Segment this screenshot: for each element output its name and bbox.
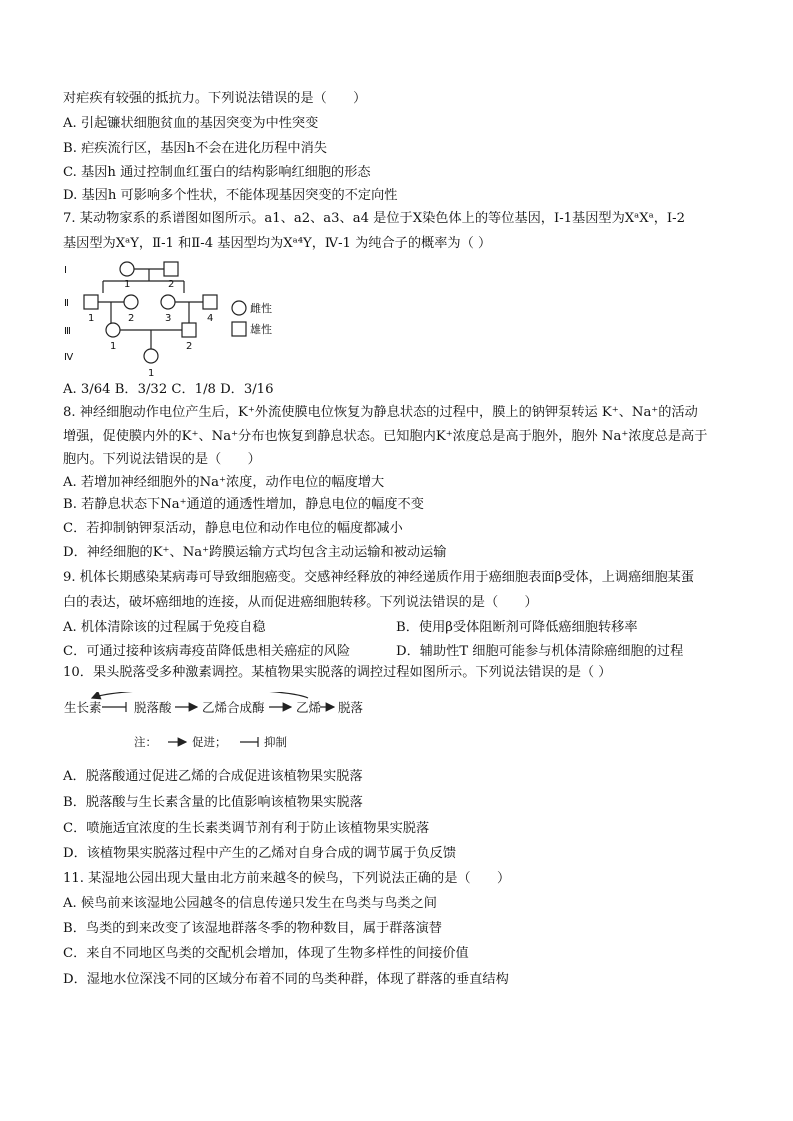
q6-stem-tail: 对疟疾有较强的抵抗力。下列说法错误的是（ ） <box>63 91 367 106</box>
num-IV-1: 1 <box>148 368 155 379</box>
pedigree-II-2-female <box>124 295 138 309</box>
q7-stem-line2: 基因型为XᵃY，Ⅱ-1 和Ⅱ-4 基因型均为Xᵃ⁴Y，Ⅳ-1 为纯合子的概率为（ ） <box>63 236 492 251</box>
q9-option-b: B．使用β受体阻断剂可降低癌细胞转移率 <box>396 620 638 635</box>
q11-option-d: D．湿地水位深浅不同的区域分布着不同的鸟类种群，体现了群落的垂直结构 <box>63 972 509 987</box>
gen-IV-label: Ⅳ <box>64 352 74 363</box>
q6-option-b: B. 疟疾流行区，基因h不会在进化历程中消失 <box>63 141 327 156</box>
q9-option-a: A. 机体清除该的过程属于免疫自稳 <box>63 620 266 635</box>
legend-promote-label: 促进； <box>192 735 227 749</box>
gen-I-label: Ⅰ <box>64 265 67 276</box>
q10-option-b: B．脱落酸与生长素含量的比值影响该植物果实脱落 <box>63 795 363 810</box>
q6-option-d: D. 基因h 可影响多个性状，不能体现基因突变的不定向性 <box>63 188 398 203</box>
q9-option-d: D．辅助性T 细胞可能参与机体清除癌细胞的过程 <box>396 644 684 659</box>
pedigree-I-1-female <box>120 262 134 276</box>
legend-note: 注： <box>134 735 157 749</box>
num-I-1: 1 <box>124 279 131 290</box>
pedigree-II-4-male <box>203 295 217 309</box>
hormone-regulation-diagram <box>62 692 382 756</box>
legend-male-label: 雄性 <box>250 323 272 336</box>
q10-option-d: D．该植物果实脱落过程中产生的乙烯对自身合成的调节属于负反馈 <box>63 846 457 861</box>
legend-female-label: 雌性 <box>250 302 272 315</box>
num-III-1: 1 <box>110 341 117 352</box>
pedigree-IV-1-female <box>144 349 158 363</box>
q8-stem-line1: 8. 神经细胞动作电位产生后，K⁺外流使膜电位恢复为静息状态的过程中，膜上的钠钾泵转运 K⁺、Na⁺的活动 <box>63 405 698 420</box>
q8-option-a: A. 若增加神经细胞外的Na⁺浓度，动作电位的幅度增大 <box>63 475 385 490</box>
q9-option-c: C．可通过接种该病毒疫苗降低患相关癌症的风险 <box>63 644 351 659</box>
pedigree-III-1-female <box>106 323 120 337</box>
q9-stem-line2: 白的表达，破坏癌细地的连接，从而促进癌细胞转移。下列说法错误的是（ ） <box>63 595 538 610</box>
node-auxin: 生长素 <box>64 700 102 715</box>
gen-III-label: Ⅲ <box>64 326 71 337</box>
q7-options: A. 3/64 B．3/32 C．1/8 D．3/16 <box>63 382 274 397</box>
node-abscission: 脱落 <box>338 700 364 715</box>
pedigree-II-3-female <box>161 295 175 309</box>
num-II-4: 4 <box>207 313 214 324</box>
pedigree-II-1-male <box>84 295 98 309</box>
num-II-2: 2 <box>128 313 135 324</box>
gen-II-label: Ⅱ <box>64 298 69 309</box>
pedigree-III-2-male <box>182 323 196 337</box>
pedigree-diagram <box>60 255 290 383</box>
pedigree-I-2-male <box>164 262 178 276</box>
q9-stem-line1: 9. 机体长期感染某病毒可导致细胞癌变。交感神经释放的神经递质作用于癌细胞表面β受体，上调癌细胞某蛋 <box>63 570 695 585</box>
num-II-1: 1 <box>88 313 95 324</box>
q10-option-c: C．喷施适宜浓度的生长素类调节剂有利于防止该植物果实脱落 <box>63 821 430 836</box>
num-III-2: 2 <box>186 341 193 352</box>
q6-option-c: C. 基因h 通过控制血红蛋白的结构影响红细胞的形态 <box>63 165 371 180</box>
q8-option-c: C．若抑制钠钾泵活动，静息电位和动作电位的幅度都减小 <box>63 521 403 536</box>
feedback-arc <box>92 692 308 698</box>
legend-inhibit-label: 抑制 <box>264 735 287 749</box>
q11-option-a: A. 候鸟前来该湿地公园越冬的信息传递只发生在鸟类与鸟类之间 <box>63 896 437 911</box>
node-ethylene-synthase: 乙烯合成酶 <box>202 700 265 715</box>
q6-option-a: A. 引起镰状细胞贫血的基因突变为中性突变 <box>63 116 319 131</box>
q10-option-a: A．脱落酸通过促进乙烯的合成促进该植物果实脱落 <box>63 769 363 784</box>
q7-stem-line1: 7. 某动物家系的系谱图如图所示。a1、a2、a3、a4 是位于X染色体上的等位基因，Ⅰ-1基因型为XᵃXᵃ，Ⅰ-2 <box>63 211 685 226</box>
q8-stem-line3: 胞内。下列说法错误的是（ ） <box>63 452 261 467</box>
q8-option-d: D．神经细胞的K⁺、Na⁺跨膜运输方式均包含主动运输和被动运输 <box>63 545 447 560</box>
legend-female-symbol <box>232 301 246 315</box>
q11-option-b: B．鸟类的到来改变了该湿地群落冬季的物种数目，属于群落演替 <box>63 921 442 936</box>
num-II-3: 3 <box>165 313 172 324</box>
q8-stem-line2: 增强，促使膜内外的K⁺、Na⁺分布也恢复到静息状态。已知胞内K⁺浓度总是高于胞外，胞外 Na⁺浓度总是高于 <box>63 429 708 444</box>
legend-male-symbol <box>232 322 246 336</box>
q11-stem: 11. 某湿地公园出现大量由北方前来越冬的候鸟，下列说法正确的是（ ） <box>63 871 511 886</box>
q10-stem: 10．果头脱落受多种激素调控。某植物果实脱落的调控过程如图所示。下列说法错误的是（ ） <box>63 665 612 680</box>
q11-option-c: C．来自不同地区鸟类的交配机会增加，体现了生物多样性的间接价值 <box>63 946 469 961</box>
num-I-2: 2 <box>168 279 175 290</box>
q8-option-b: B. 若静息状态下Na⁺通道的通透性增加，静息电位的幅度不变 <box>63 497 424 512</box>
node-abscisic-acid: 脱落酸 <box>134 700 172 715</box>
node-ethylene: 乙烯 <box>296 700 322 715</box>
